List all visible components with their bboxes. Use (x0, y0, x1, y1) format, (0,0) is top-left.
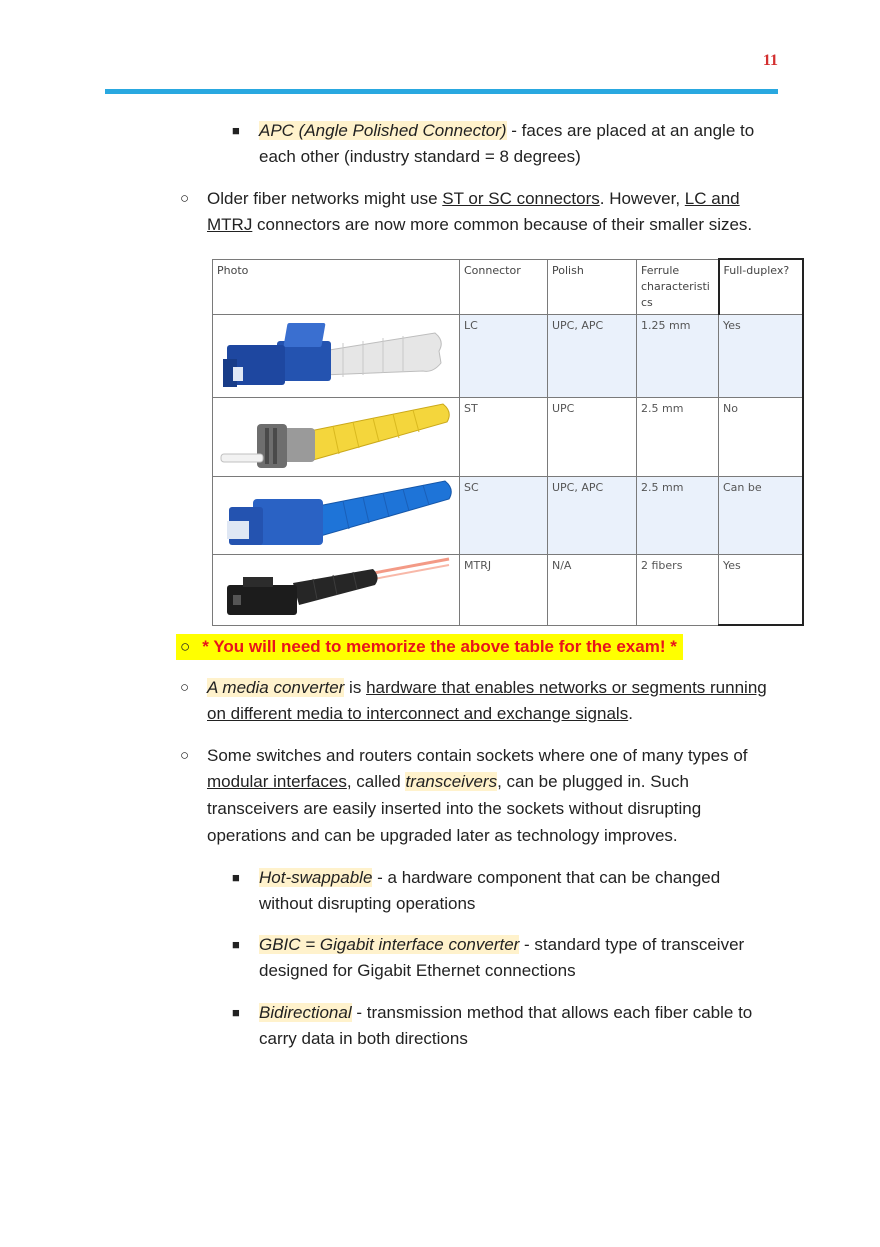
hot-line-1 (259, 865, 720, 891)
lc-connector-photo (213, 314, 460, 397)
switches-text-1: , called (346, 772, 406, 791)
lc-ferrule: 1.25 mm (637, 314, 719, 397)
gbic-definition: - standard type of transceiver (519, 935, 745, 954)
hot-line-2: without disrupting operations (259, 894, 476, 913)
hot-swappable-definition: - a hardware component that can be changed (372, 868, 721, 887)
transceivers-term: transceivers (405, 772, 498, 791)
square-bullet-icon: ■ (232, 937, 240, 952)
header-connector: Connector (460, 259, 548, 314)
page-number: 11 (762, 52, 778, 69)
older-text-1: Older fiber networks might use (207, 189, 443, 208)
gbic-line-2: designed for Gigabit Ethernet connections (259, 961, 576, 980)
header-ferrule (637, 259, 719, 314)
media-line-1 (207, 675, 767, 701)
header-rule (105, 89, 778, 94)
bidirectional-term: Bidirectional (259, 1003, 352, 1022)
circle-bullet-icon: ○ (180, 747, 190, 764)
lc-connector: LC (460, 314, 548, 397)
st-ferrule: 2.5 mm (637, 397, 719, 476)
st-connector: ST (460, 397, 548, 476)
apc-line-2: each other (industry standard = 8 degrees) (259, 147, 581, 166)
mtrj-ferrule: 2 fibers (637, 554, 719, 625)
switches-line-4: operations and can be upgraded later as technology improves. (207, 826, 678, 845)
sc-connector-photo (213, 476, 460, 554)
square-bullet-icon: ■ (232, 870, 240, 885)
older-line-2 (207, 212, 752, 238)
sc-polish: UPC, APC (548, 476, 637, 554)
media-text-1: is (344, 678, 367, 697)
switches-text-2: , can be plugged in. Such (497, 772, 689, 791)
circle-bullet-icon: ○ (180, 637, 191, 656)
media-definition-1: hardware that enables networks or segments running (366, 678, 767, 697)
connector-table (212, 258, 804, 626)
square-bullet-icon: ■ (232, 123, 240, 138)
table-header-row (213, 259, 803, 314)
header-ferrule-line-2: characteristi (641, 279, 710, 293)
header-ferrule-line-3: cs (641, 295, 653, 309)
media-converter-term: A media converter (207, 678, 345, 697)
mtrj-connector: MTRJ (460, 554, 548, 625)
media-line-2 (207, 701, 633, 727)
lc-polish: UPC, APC (548, 314, 637, 397)
older-lc-and: LC and (684, 189, 740, 208)
older-st-sc: ST or SC connectors (442, 189, 600, 208)
gbic-term: GBIC = Gigabit interface converter (259, 935, 520, 954)
hot-swappable-term: Hot-swappable (259, 868, 373, 887)
apc-term: APC (Angle Polished Connector) (259, 121, 507, 140)
header-photo: Photo (213, 259, 460, 314)
older-text-2: . However, (599, 189, 685, 208)
bidi-line-1 (259, 1000, 752, 1026)
older-text-3: connectors are now more common because of their smaller sizes. (252, 215, 753, 234)
table-row (213, 397, 803, 476)
table-row (213, 314, 803, 397)
circle-bullet-icon: ○ (180, 190, 190, 207)
lc-full-duplex: Yes (719, 314, 803, 397)
st-full-duplex: No (719, 397, 803, 476)
modular-interfaces: modular interfaces (207, 772, 347, 791)
square-bullet-icon: ■ (232, 1005, 240, 1020)
mtrj-connector-photo (213, 554, 460, 625)
st-polish: UPC (548, 397, 637, 476)
older-mtrj: MTRJ (207, 215, 253, 234)
exam-note (176, 634, 683, 660)
switches-line-1: Some switches and routers contain sockets where one of many types of (207, 746, 748, 765)
mtrj-full-duplex: Yes (719, 554, 803, 625)
table-row (213, 476, 803, 554)
header-full-duplex: Full-duplex? (719, 259, 803, 314)
switches-line-3: transceivers are easily inserted into the sockets without disrupting (207, 799, 702, 818)
exam-note-text: * You will need to memorize the above table for the exam! * (202, 637, 677, 656)
older-line-1 (207, 186, 740, 212)
bidirectional-definition: - transmission method that allows each fiber cable to (351, 1003, 753, 1022)
gbic-line-1 (259, 932, 744, 958)
media-definition-2: on different media to interconnect and exchange signals (207, 704, 629, 723)
apc-definition: - faces are placed at an angle to (506, 121, 755, 140)
header-ferrule-line-1: Ferrule (641, 263, 680, 277)
switches-line-2 (207, 769, 689, 795)
st-connector-photo (213, 397, 460, 476)
circle-bullet-icon: ○ (180, 679, 190, 696)
table-row (213, 554, 803, 625)
header-polish: Polish (548, 259, 637, 314)
bidi-line-2: carry data in both directions (259, 1029, 468, 1048)
sc-full-duplex: Can be (719, 476, 803, 554)
sc-ferrule: 2.5 mm (637, 476, 719, 554)
apc-line (259, 118, 754, 144)
media-text-2: . (628, 704, 633, 723)
mtrj-polish: N/A (548, 554, 637, 625)
sc-connector: SC (460, 476, 548, 554)
